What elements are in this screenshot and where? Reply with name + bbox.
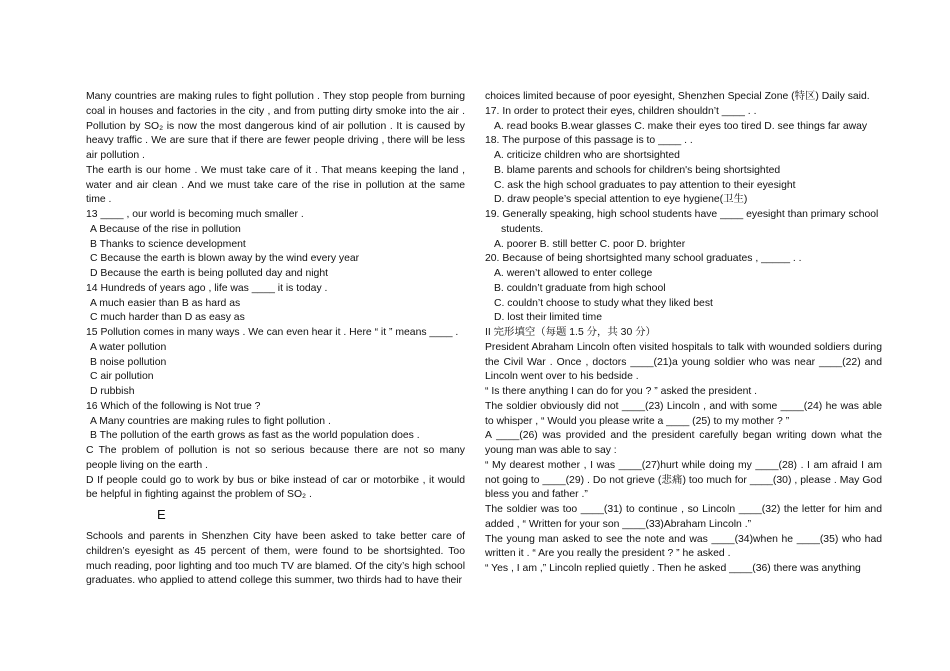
- right-column-line: The young man asked to see the note and was ____(34)when he ____(35) who had written it . “ Are you really the president ? ” he asked .: [485, 533, 882, 560]
- left-column-line: D rubbish: [90, 386, 135, 397]
- right-column-line: 20. Because of being shortsighted many school graduates , _____ . .: [485, 253, 802, 265]
- right-column-line: “ Yes , I am ,” Lincoln replied quietly . Then he asked ____(36) there was anything: [485, 563, 861, 574]
- left-column-line: C air pollution: [90, 371, 154, 383]
- left-column-text: [86, 90, 465, 503]
- right-column-line: D. lost their limited time: [494, 312, 602, 324]
- left-column-line: D Because the earth is being polluted day and night: [90, 268, 328, 279]
- right-column-line: “ My dearest mother , I was ____(27)hurt while doing my ____(28) . I am afraid I am not going to ____(29) . Do not grieve (悲痛) too much for ____(30) , please . May God bless you and father .”: [485, 459, 882, 501]
- left-column-line: The earth is our home . We must take care of it . That means keeping the land , water and air clean . And we must take care of the rise in pollution at the same time .: [86, 164, 465, 206]
- right-column-line: The soldier obviously did not ____(23) Lincoln , and with some ____(24) he was able to whisper , “ Would you please write a ____ (25) to my mother ? ”: [485, 400, 882, 427]
- right-column-line: B. couldn’t graduate from high school: [494, 282, 666, 294]
- left-column-line: A much easier than B as hard as: [90, 297, 241, 309]
- right-column-line: C. couldn’t choose to study what they liked best: [494, 297, 713, 309]
- right-column-line: 18. The purpose of this passage is to ____ . .: [485, 135, 693, 147]
- right-column-line: A. read books B.wear glasses C. make their eyes too tired D. see things far away: [494, 120, 868, 132]
- right-column-line: B. blame parents and schools for children's being shortsighted: [494, 164, 781, 176]
- left-column-line: 15 Pollution comes in many ways . We can even hear it . Here “ it ” means ____ .: [86, 327, 459, 338]
- left-column-line: B The pollution of the earth grows as fast as the world population does .: [90, 430, 420, 442]
- left-column-line: C The problem of pollution is not so serious because there are not so many people living on the earth .: [86, 445, 465, 471]
- left-column-line: 16 Which of the following is Not true ?: [86, 400, 261, 412]
- right-column-line: A ____(26) was provided and the president carefully began writing down what the young man was able to say :: [485, 430, 882, 456]
- right-column-line: President Abraham Lincoln often visited hospitals to talk with wounded soldiers during the Civil War . Once , doctors ____(21)a young soldier who was near ____(22) and Lincoln went over to his bedside .: [485, 341, 882, 383]
- left-column-line: Many countries are making rules to fight pollution . They stop people from burning coal in houses and factories in the city , and from putting dirty smoke into the air . Pollution by SO₂ is now the most dangerous kind of air pollution . It is caused by heavy traffic . We are sure that if there are fewer people driving , there will be less air pollution .: [86, 91, 465, 161]
- right-column-line: 19. Generally speaking, high school students have ____ eyesight than primary school: [485, 209, 879, 220]
- left-column-line: B Thanks to science development: [90, 238, 246, 250]
- right-column-line: 17. In order to protect their eyes, children shouldn’t ____ . .: [485, 105, 757, 117]
- right-column-line: A. weren’t allowed to enter college: [494, 268, 653, 279]
- left-column-line: C Because the earth is blown away by the wind every year: [90, 253, 360, 265]
- right-column-line: students.: [501, 223, 544, 235]
- right-column-line: choices limited because of poor eyesight, Shenzhen Special Zone (特区) Daily said.: [485, 91, 870, 102]
- right-column-line: A. criticize children who are shortsighted: [494, 150, 680, 161]
- left-column: [86, 90, 465, 589]
- right-column-line: D. draw people’s special attention to eye hygiene(卫生): [494, 194, 748, 206]
- right-column: [485, 90, 882, 577]
- right-column-line: The soldier was too ____(31) to continue , so Lincoln ____(32) the letter for him and added , “ Written for your son ____(33)Abraham Lincoln .”: [485, 504, 882, 530]
- left-column-line: 14 Hundreds of years ago , life was ____ it is today .: [86, 282, 328, 294]
- left-column-line: A Many countries are making rules to fight pollution .: [90, 415, 331, 427]
- right-column-line: II 完形填空（每题 1.5 分，共 30 分）: [485, 327, 656, 338]
- left-column-line: 13 ____ , our world is becoming much smaller .: [86, 209, 304, 220]
- left-column-line: A Because of the rise in pollution: [90, 223, 241, 235]
- section-e-heading: E: [157, 507, 166, 522]
- right-column-text: [485, 90, 882, 577]
- left-column-line: B noise pollution: [90, 356, 167, 368]
- left-column-line: D If people could go to work by bus or bike instead of car or motorbike , it would be helpful in fighting against the problem of SO₂ .: [86, 474, 465, 501]
- left-column-line: C much harder than D as easy as: [90, 312, 245, 324]
- left-column-line: A water pollution: [90, 341, 167, 353]
- right-column-line: A. poorer B. still better C. poor D. brighter: [494, 238, 686, 250]
- right-column-line: “ Is there anything I can do for you ? ” asked the president .: [485, 386, 758, 397]
- right-column-line: C. ask the high school graduates to pay attention to their eyesight: [494, 179, 796, 191]
- section-e-paragraph: Schools and parents in Shenzhen City have been asked to take better care of children’s eyesight as 45 percent of them, were found to be shortsighted. Too much reading, poor lighting and too much TV are blamed. Of the city’s high school graduates. who applied to attend college this summer, two thirds had to have their: [86, 531, 465, 587]
